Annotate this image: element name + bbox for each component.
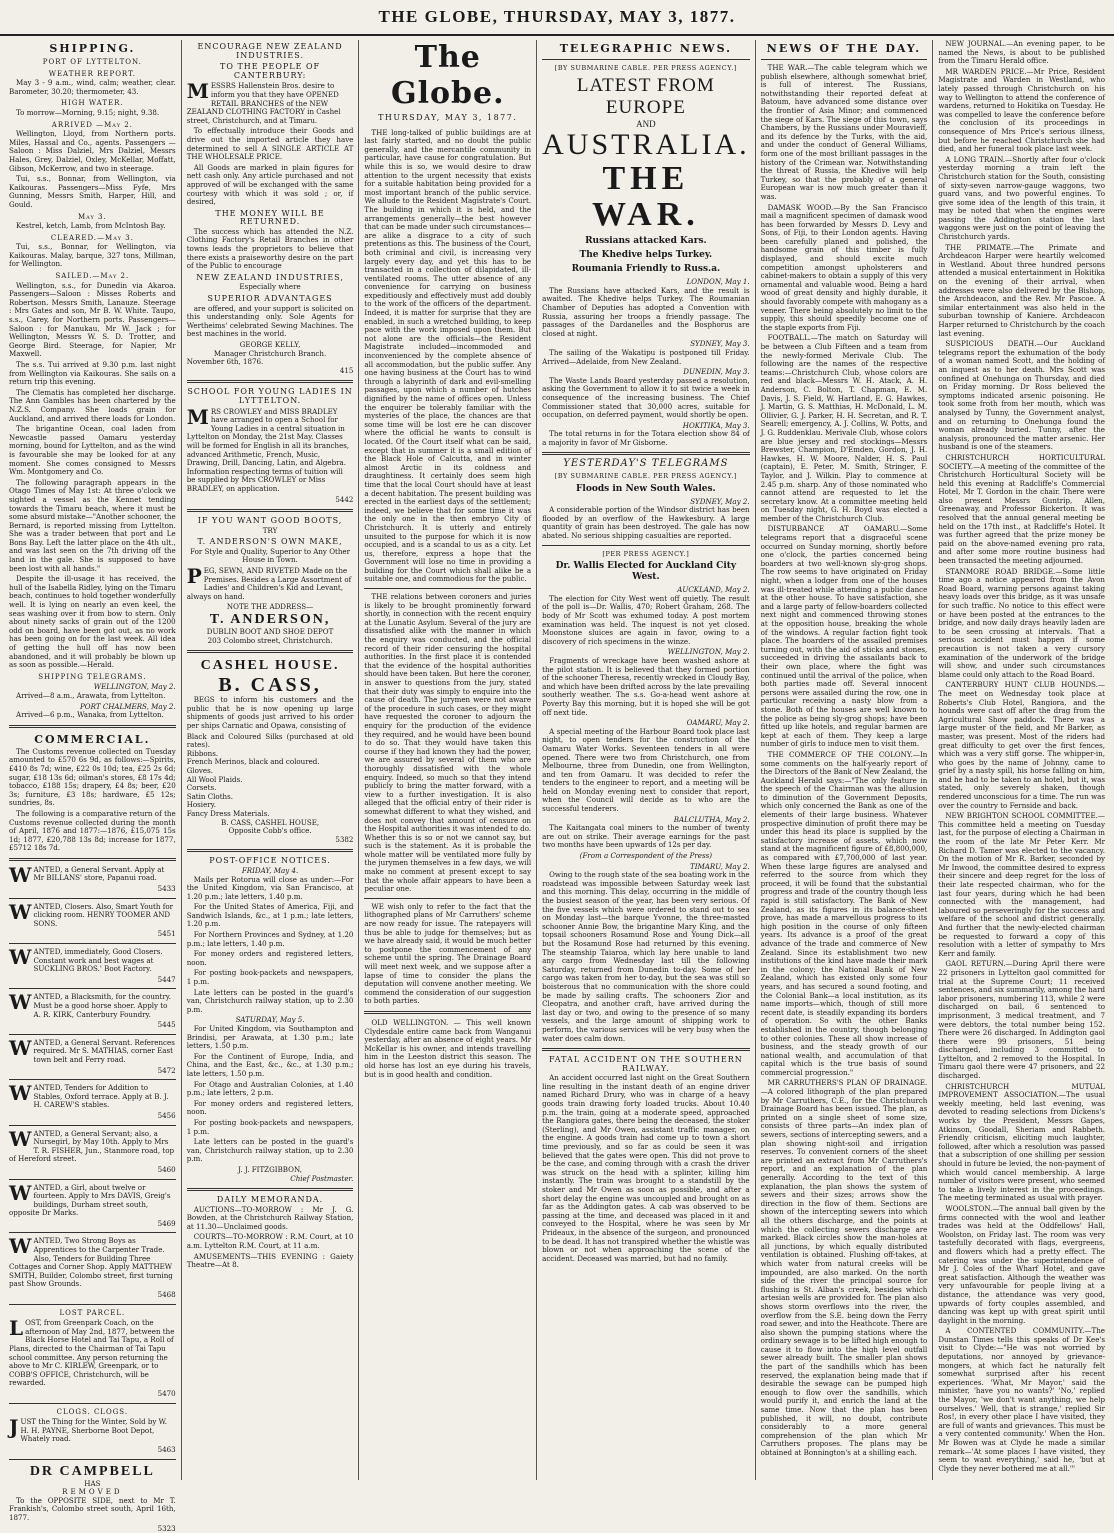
shipping-telegrams-heading: SHIPPING TELEGRAMS. <box>9 673 176 682</box>
kelly-date: November 6th, 1876. <box>187 358 354 367</box>
ad-number: 5472 <box>9 1067 176 1076</box>
telegram: The Waste Lands Board yesterday passed a resolution, asking the Government to allow it to sit twice a week in consequence of the increasing business. The Chief Commissioner stated that 30,000 acres, suitable for occupation, on deferred payment, would shortly be open. <box>542 377 750 420</box>
column-telegraphic <box>537 40 756 1480</box>
australia: AUSTRALIA. <box>542 129 750 161</box>
shipping-note: The brigantine Ocean, coal laden from Newcastle passed Oamaru yesterday morning, bound for Lyttelton, and as the wind is favourable she may be looked for at any moment. She comes consigned to Messrs Wm. Montgomery and Co. <box>9 425 176 477</box>
nz-industries: NEW ZEALAND INDUSTRIES, <box>187 274 354 283</box>
correspondent-line: (From a Correspondent of the Press) <box>542 852 750 861</box>
drop-cap: W <box>9 948 31 966</box>
ad-number: 5433 <box>9 885 176 894</box>
weather-heading: WEATHER REPORT. <box>9 70 176 79</box>
cass-item: All Wool Plaids. <box>187 776 354 785</box>
ad-number: 5470 <box>9 1390 176 1399</box>
ad-number: 5469 <box>9 1220 176 1229</box>
column-editorial <box>359 40 537 1480</box>
ad-text: ANTED, a General Servant. References required. Mr S. MATHIAS, corner East town belt and Ferry road. <box>33 1038 174 1064</box>
news-item: WOOLSTON.—The annual ball given by the firms connected with the wool and leather trades was held at the Oddfellows' Hall, Woolston, on Friday last. The room was very tastefully decorated with flags, evergreens, and flowers which had a pretty effect. The catering was under the superintendence of Mr J. Coles of the Wharf Hotel, and gave great satisfaction. Although the weather was very unfavourable for people living at a distance, the attendance was very good, upwards of forty couples assembled, and dancing was kept up with great spirit until daylight in the morning. <box>938 1205 1105 1325</box>
telegram: The Kaitangata coal miners to the number of twenty are out on strike. Their average earnings for the past two months have been upwards of 12s per day. <box>542 824 750 850</box>
dateline: WELLINGTON, May 2. <box>9 683 176 692</box>
editorial-paragraph: WE wish only to refer to the fact that the lithographed plans of Mr Carruthers' scheme are now ready for issue. The ratepayers will thus be able to judge for themselves; but as we have already said, it would be much better to postpone the commencement of any scheme until the spring. The Drainage Board will meet next week, and we suppose after a lapse of time to consider the plans the deputation will convene another meeting. We commend the consideration of our suggestion to both parties. <box>364 903 531 1006</box>
and: AND <box>542 120 750 129</box>
encourage-heading: ENCOURAGE NEW ZEALAND INDUSTRIES. <box>187 43 354 60</box>
anderson-sub: DUBLIN BOOT AND SHOE DEPOT <box>187 628 354 637</box>
school-ad: MRS CROWLEY and MISS BRADLEY have arranged to open a School for Young Ladies in a central situation in Lyttelton on Monday, the 21st May. Classes will be formed for English in all its branches, advanced Arithmetic, French, Music, Drawing, Drill, Dancing, Latin, and Algebra. Information respecting terms of tuition will be supplied by Mrs CROWLEY or Miss BRADLEY, on application. <box>187 408 354 494</box>
post-title: Chief Postmaster. <box>187 1175 354 1184</box>
telegraphic-heading: TELEGRAPHIC NEWS. <box>542 42 750 55</box>
arrived-heading: ARRIVED —May 2. <box>9 121 176 130</box>
campbell-text: To the OPPOSITE SIDE, next to Mr T. Frankish's, Colombo street south, April 16th, 1877. <box>9 1497 176 1523</box>
especially: Especially where <box>187 283 354 292</box>
ad-number: 5382 <box>187 836 354 845</box>
yesterdays-telegrams: YESTERDAY'S TELEGRAMS <box>542 460 750 469</box>
editorial-paragraph: OLD WELLINGTON. — This well known Clydesdale entire came back from Wanganui yesterday, after an absence of eight years. Mr McKellar is his owner, and intends travelling him in the Leeston district this season. The old horse has lost an eye during his travels, but is in good health and condition. <box>364 1019 531 1079</box>
telegram: The Russians have attacked Kars, and the result is awaited. The Khedive helps Turkey. The Roumanian Chamber of Deputies has adopted a Convention with Russia, assuring her troops a friendly passage. The passages of the Dardanelles and the Bosphorus are closed at night. <box>542 287 750 339</box>
clogs-heading: CLOGS. CLOGS. <box>9 1408 176 1417</box>
telegram: Owing to the rough state of the sea boating work in the roadstead was impossible between Saturday week last and this morning. This delay, occurring in the middle of the busiest season of the year, has been very serious. Of the five vessels which were ordered to stand out to sea on Monday last—the barque Yvonne, the three-masted schooner Annie Bow, the brigantine Mary King, and the topsail schooners Rosamund Rose and Young Dick—all but the Rosamund Rose had returned by this evening. The steamship Taiaroa, which lay here unable to land any cargo from Wednesday last till the following Saturday, returned from Dunedin to-day. Some of her cargo was taken from her to-day, but the sea was still so boisterous that no communication with the shore could be made by sailing crafts. The schooners Zior and Cleopatra, and another craft, have arrived during the last day or two, and owing to the presence of so many vessels, and the large amount of shipping work to perform, the various services will be very busy when the water does calm down. <box>542 871 750 1043</box>
post-sig: J. J. FITZGIBBON, <box>187 1166 354 1175</box>
ad-text: ANTED, a General Servant. Apply at Mr BILLANS' store, Papanui road. <box>33 865 164 883</box>
boots-heading: IF YOU WANT GOOD BOOTS, <box>187 517 354 526</box>
classified-ad <box>9 866 176 883</box>
post-notice: For posting book-packets and newspapers, 1 p.m. <box>187 1119 354 1136</box>
bracket-line: [BY SUBMARINE CABLE. PER PRESS AGENCY.] <box>542 64 750 73</box>
drop-cap: W <box>9 866 31 884</box>
news-item: MR CARRUTHERS'S PLAN OF DRAINAGE.—A colored lithograph of the plan prepared by Mr Carruthers, C.E., for the Christchurch Drainage Board has been issued. The plan, as printed on a single sheet of some size, consists of three parts—An index plan of sewers, sections of intercepting sewers, and a plan showing night-soil and irrigation reserves. To convenient corners of the sheet are printed an extract from Mr Carruthers's report, and an explanation of the plan generally. According to the text of this explanation, the plan shows the system of sewers and their sizes; arrows show the direction in the flow of them. Sections are shown of the intercepting sewers into which all the others discharge, and the points at which the collecting sewers discharge are marked. Black circles show the man-holes at all junctions, by which equally distributed ventilation is obtained. Flushing off-takes, at which water from natural creeks will be impounded, are also marked. On the north side of the river the principal source for flushing is St. Alban's creek, besides which artesian wells are provided for. The plan also shows storm overflows into the river, the overflow from the S.E. being down the Ferry road sewer, and into the Heathcote. There are also shown the pumping stations where the ordinary sewage is to be lifted high enough to cause it to flow into the high level outfall sewer already built. The smaller plan shows the part of the sandhills which has been reserved, the explanation being made that if desirable the sewage can be pumped high enough to flow over the sandhills, which would purify it, and enrich the land at the same time. Now that the plan has been published, it will, no doubt, contribute considerably to a more general comprehension of the plan which Mr Carruthers proposes. The plans may be obtained at Bonnington's at a shilling each. <box>761 1079 928 1457</box>
news-item: CANTERBURY HUNT CLUB HOUNDS.—The meet on Wednesday took place at Roberts's Club Hotel, Rangiora, and the hounds were cast off after the drag from the Agricultural Show paddock. There was a large muster of the field, and Mr Barker, as master, was present. Most of the riders had great difficulty to get over the first fences, which was a very stiff gorse. The whipper-in, who goes by the name of Johnny, came to grief by a nasty spill, his horse falling on him, and he had to be taken to an hotel, but it, was stated, only severely shaken, though rendered unconscious for a time. The run was over the country to Fernside and back. <box>938 681 1105 810</box>
drop-cap: W <box>9 1084 31 1102</box>
bracket-line: [BY SUBMARINE CABLE. PER PRESS AGENCY.] <box>542 472 750 481</box>
bracket-line: [PER PRESS AGENCY.] <box>542 550 750 559</box>
shipping-note: The following paragraph appears in the Otago Times of May 1st: At three o'clock we sighted a vessel as the Kennet tending towards the Timaru beach, where it must be some absurd mistake—"Another schooner, the Bernard, is reported missing from Lyttelton. She was a trader between that port and Le Bons Bay. Left the latter place on the 4th ult., and was last seen on the 7th driving off the land in the gale. She is supposed to have been lost with all hands." <box>9 479 176 574</box>
cleared-entry: Tui, s.s., Bonnar, for Wellington, via Kaikouras. Malay, barque, 327 tons, Millman, for Wellington. <box>9 243 176 269</box>
post-notice: For the United States of America, Fiji, and Sandwich Islands, &c., at 1 p.m.; late letters, 1.20 p.m. <box>187 903 354 929</box>
high-water: To morrow—Morning, 9.15; night, 9.38. <box>9 109 176 118</box>
dateline: SYDNEY, May 2. <box>542 498 750 507</box>
telegram: The total returns in for the Totara election show 84 of a majority in favor of Mr Gisborne. <box>542 430 750 447</box>
cass-item: Satin Cloths. <box>187 793 354 802</box>
campbell-name: DR CAMPBELL <box>9 1464 176 1480</box>
drop-cap: W <box>9 1039 31 1057</box>
subheading: Roumania Friendly to Russ.a. <box>542 264 750 275</box>
weather-report: May 3 - 9 a.m., wind, calm; weather, clear. Barometer, 30.20; thermometer, 43. <box>9 79 176 96</box>
editorial-paragraph: THE long-talked of public buildings are at last fairly started, and no doubt the public generally, and the mercantile community in particular, have cause for congratulation. But while this is so, we would desire to draw attention to the urgent necessity that exists for a suitable habitation being provided for a most important branch of the public service. We allude to the Resident Magistrate's Court. The building in which it is held, and the arrangements generally—the best however that can be made under such circumstances—are alike a disgrace to a city of such pretentions as this. The business of the Court, both criminal and civil, is increasing very largely every day, and yet this has to be transacted in a collection of dilapidated, ill-ventilated rooms. The utter absence of any convenience for carrying on business expeditiously and effectively must add doubly to the work of the officers of the department. Indeed, it is matter for surprise that they are enabled, in such a wretched building, to keep pace with the work imposed upon them. But not alone are the officials—the Resident Magistrate included—incommoded and inconvenienced by the complete absence of all accommodation, but the public suffer. Any one having business at the Court has to wind through a labyrinth of dark and evil-smelling passages, upon which a number of hutches dignified by the name of offices open. Unless the enquirer be tolerably familiar with the mysteries of the place, the chances are that some time will be lost ere he can discover where the official he wants to consult is located. Of the Court itself what can be said, except that in summer it is a small edition of the Black Hole of Calcutta, and in winter almost Arctic in its coldness and draughtiness. It certainly does seem high time that the local Court should have at least a decent habitation. The present building was erected in the earliest days of the settlement; indeed, we believe that for some time it was the only one in the then embryo City of Christchurch. It is utterly and entirely unsuited to the purpose for which it is now occupied, and is a scandal to us as a city. Let us, therefore, express a hope that the Government will lose no time in providing a building for the Court which shall alike be a suitable one, and commodious for the public. <box>364 129 531 584</box>
fatal-heading: FATAL ACCIDENT ON THE SOUTHERN RAILWAY. <box>542 1056 750 1073</box>
post-notice: For Otago and Australian Colonies, at 1.40 p.m.; late letters, 2 p.m. <box>187 1081 354 1098</box>
post-notice: For the Continent of Europe, India, and China, and the East, &c., &c., at 1.30 p.m.; late letters, 1.50 p.m. <box>187 1053 354 1079</box>
ad-text: ANTED, Two Strong Boys as Apprentices to the Carpenter Trade. Also, Tenders for Building Three Cottages and Corner Shop. Apply MATTHEW SMITH, Builder, Colombo street, first turning past Show Grounds. <box>9 1236 173 1288</box>
news-item: DISTURBANCE AT OAMARU.—Some telegrams report that a disgraceful scene occurred on Sunday morning, shortly before one o'clock, the parties concerned being boarders at two well-known sly-grog shops. The row seems to have originated on Friday night, when a lodger from one of the houses was ill-treated while attending a public dance at the other house. To have satisfaction, she and a large party of fellow-boarders collected next night and commenced throwing stones at the opposition house, breaking the whole of the windows. A regular faction fight took place. The boarders of the assailed premises turning out, with the aid of sticks and stones, succeeded in driving the assailants back to their own place, where the fight was continued until the arrival of the police, when both parties made off. Several innocent persons were assailed during the row, one in particular receiving a nasty blow from a stone. Both of the houses are well known to the police as being sly-grog shops; have been fitted up like hotels, and regular barmen are kept at each of them. They keep a large number of girls to induce men to visit them. <box>761 525 928 748</box>
cleared-heading: CLEARED.—May 3. <box>9 234 176 243</box>
saturday: SATURDAY, May 5. <box>187 1016 354 1025</box>
classified-ads <box>9 866 176 1305</box>
memo-entry: AMUSEMENTS—THIS EVENING : Gaiety Theatre—At 8. <box>187 1253 354 1270</box>
cass-item: French Merinos, black and coloured. <box>187 758 354 767</box>
column-news <box>756 40 934 1480</box>
hallenstein-ad: MESSRS Hallenstein Bros. desire to inform you that they have OPENED RETAIL BRANCHES of the NEW ZEALAND CLOTHING FACTORY in Cashel street, Christchurch, and at Timaru. <box>187 82 354 125</box>
classified-ad <box>9 1039 176 1065</box>
news-item: SUSPICIOUS DEATH.—Our Auckland telegrams report the exhumation of the body of a woman named Scott, and the holding of an inquest as to her death. Mrs Scott was confined at Onehunga on Thursday, and died on Friday morning. Dr Ross believed the symptoms indicated arsenic poisoning. He took some froth from her mouth, which was analysed by Tunny, the Government analyst, and on returning to Onehunga found the woman already buried. Tunny, after the analysis, pronounced the matter arsenic. Her husband is one of the steamers. <box>938 340 1105 452</box>
anderson-addr: 203 Colombo street, Christchurch. <box>187 637 354 646</box>
cass-item: Hosiery. <box>187 801 354 810</box>
dateline: DUNEDIN, May 3. <box>542 368 750 377</box>
subheading: The Khedive helps Turkey. <box>542 250 750 261</box>
dateline: BALCLUTHA, May 2. <box>542 816 750 825</box>
commercial-heading: COMMERCIAL. <box>9 733 176 746</box>
commercial-text: The Customs revenue collected on Tuesday amounted to £570 6s 9d, as follows:—Spirits, £410 8s 7d; wine, £22 0s 10d; tea, £25 2s 6d; sugar, £18 13s 6d; oilman's stores, £8 17s 4d; tobacco, £188 15s; drapery, £4 8s; beer, £20 3s; furniture, £3 18s; hardware, £5 12s; sundries, 8s. <box>9 748 176 808</box>
war-title <box>542 75 750 234</box>
editorial-paragraph: THE relations between coroners and juries is likely to be brought prominently forward shortly, in connection with the recent enquiry at the Lunatic Asylum. Several of the jury are dissatisfied alike with the manner in which the enquiry was conducted, and the official record of their rider censuring the hospital authorities. In the first place it is contended that the evidence of the hospital authorities should have been taken. But here the coroner, in answer to questions from the jury, stated that their duty was simply to enquire into the cause of death. The jurymen were not aware of the procedure in such cases, or they might have requested the coroner to adjourn the enquiry for the production of the evidence they required, and he would have been bound to do so. That they would have taken this course if they had known they had the power, we are assured by several of them who are thoroughly dissatisfied with the whole enquiry. Indeed, so much so that they intend publicly to bring the matter forward, with a view to a further investigation. It is also alleged that the official entry of their rider is somewhat different to what they wished, and does not convey that amount of censure on the Hospital authorities it was intended to do. Whether this is so or not we cannot say, but such is the statement. As it is probable the whole matter will be ventilated more fully by the jurymen themselves in a few days, we will make no comment at present except to say that the whole affair appears to have been a peculiar one. <box>364 593 531 894</box>
ad-text: ANTED, immediately, Good Closers. Constant work and best wages at SUCKLING BROS.' Boot Factory. <box>33 947 162 973</box>
sailed-entry: Wellington, s.s., for Dunedin via Akaroa. Passengers—Saloon : Misses Roberts and Robertson. Messrs Smith, Lanauze. Steerage : Mrs Gates and son, Mr B. W. White. Taupo, s.s., Carey, for Northern ports. Passengers—Saloon : for Manukau, Mr W. Jack ; for Wellington, Messrs W. S. D. Trotter, and George Bird. Steerage, for Napier, Mr Maxwell. <box>9 282 176 359</box>
shipping-note: The Clematis has completed her discharge. The Ann Gambles has been chartered by the N.Z.S. Company. She loads grain for Auckland, and arrived there loads for London. <box>9 389 176 423</box>
shipping-note: Despite the ill-usage it has received, the hull of the Isabella Ridley, lying on the Timaru beach, continues to hold together wonderfully well. It is lying on nearly an even keel, the seas washing over it from bow to stern. Only about ninety sacks of grain out of the 1200 odd on board, have been got out, as no work has been going on for the last week. All idea of getting the hull off has now been abandoned, and it will probably be blown up as soon as possible.—Herald. <box>9 575 176 670</box>
post-heading: POST-OFFICE NOTICES. <box>187 857 354 866</box>
latest-from-europe: LATEST FROM EUROPE <box>542 75 750 119</box>
ad-number: 5463 <box>9 1446 176 1455</box>
ad-text: All Goods are marked in plain figures for nett cash only. Any article purchased and not approved of will be exchanged with the same courtesy with which it was sold ; or, if desired, <box>187 164 354 207</box>
ad-number: 415 <box>187 367 354 376</box>
ad-number: 5460 <box>9 1166 176 1175</box>
campbell-has: HAS <box>9 1480 176 1489</box>
globe-logo: The Globe. <box>364 40 531 112</box>
telegram: Arrived—8 a.m., Arawata, from Lyttelton. <box>9 692 176 701</box>
drop-cap: W <box>9 993 31 1011</box>
superior: SUPERIOR ADVANTAGES <box>187 295 354 304</box>
column-news-continued <box>933 40 1110 1480</box>
post-notice: For Northern Provinces and Sydney, at 1.20 p.m.; late letters, 1.40 p.m. <box>187 931 354 948</box>
drop-cap: W <box>9 903 31 921</box>
classified-ad <box>9 1237 176 1289</box>
to-people: TO THE PEOPLE OF CANTERBURY: <box>187 63 354 80</box>
anderson-name: T. ANDERSON, <box>187 612 354 628</box>
pegged-ad: PEG, SEWN, AND RIVETED Made on the Premises. Besides a Large Assortment of Ladies' and Children's Kid and Levant, always on hand. <box>187 567 354 601</box>
post-notice: Late letters can be posted in the guard's van, Christchurch railway station, up to 2.30 p.m. <box>187 989 354 1015</box>
classified-ad <box>9 1084 176 1110</box>
memo-entry: COURTS—TO-MORROW : R.M. Court, at 10 a.m. Lyttelton R.M. Court, at 11 a.m. <box>187 1233 354 1250</box>
commercial-text: The following is a comparative return of the Customs revenue collected during the month of April, 1876 and 1877:—1876, £15,075 15s 1d; 1877, £20,788 13s 8d; increase for 1877, £5712 18s 7d. <box>9 810 176 853</box>
cass-item: Black and Coloured Silks (purchased at old rates). <box>187 733 354 750</box>
news-item: GAOL RETURN.—During April there were 22 prisoners in Lyttelton gaol committed for trial at the Supreme Court; 11 received sentences, and six summarily, among the hard labor prisoners, numbering 113, while 2 were discharged on bail, 6 sentenced to imprisonment, 3 medical treatment, and 7 were debtors, the total number being 152. There were 26 discharged. In Addington gaol there were 99 prisoners, 51 being discharged, including 3 committed to Lyttelton, and 2 removed to the Hospital. In Timaru gaol there were 47 prisoners, and 22 discharged. <box>938 960 1105 1080</box>
shipping-note: The s.s. Tui arrived at 9.30 p.m. last night from Wellington via Kaikouras. She sails on a return trip this evening. <box>9 361 176 387</box>
telegram: The sailing of the Wakatipu is postponed till Friday. Arrived—Adelaide, from New Zealand. <box>542 349 750 366</box>
cass-item: Gloves. <box>187 767 354 776</box>
campbell-removed: REMOVED <box>9 1488 176 1497</box>
arrived-entry: Kestrel, ketch, Lamb, from McIntosh Bay. <box>9 222 176 231</box>
classified-ad: JUST the Thing for the Winter, Sold by W. H. H. PAYNE, Sherborne Boot Depot, Whately road. <box>9 1418 176 1444</box>
drop-cap: W <box>9 1184 31 1202</box>
news-item: MR WARDEN PRICE.—Mr Price, Resident Magistrate and Warden in Westland, who lately passed through Christchurch on his way to Wellington to attend the conference of wardens, returned to Hokitika on Tuesday. He was compelled to leave the conference before the conclusion of its proceedings in consequence of Mrs Price's serious illness, but before he reached Christchurch she had died, and her funeral took place last week. <box>938 68 1105 154</box>
column-advertisements <box>182 40 360 1480</box>
cass-name: B. CASS, <box>187 674 354 696</box>
subheading: Dr. Wallis Elected for Auckland City West. <box>542 561 750 583</box>
dateline: PORT CHALMERS, May 2. <box>9 703 176 712</box>
ad-number: 5451 <box>9 930 176 939</box>
ad-text: ANTED, a Blacksmith, for the country. Must be a good horse shoer. Apply to A. R. KIRK, Canterbury Foundry. <box>33 992 171 1018</box>
memo-heading: DAILY MEMORANDA. <box>187 1196 354 1205</box>
cass-item: Fancy Dress Materials. <box>187 810 354 819</box>
news-item: CHRISTCHURCH MUTUAL IMPROVEMENT ASSOCIATION.—The usual weekly meeting, held last evening, was devoted to reading selections from Dickens's works by the President, Messrs Gapes, Atkinson, Goodall, Sheriam and Rabbeth. Friendly criticism, eliciting much laughter, followed, after which a resolution was passed that a subscription of one shilling per session should in future be levied, the non-payment of which would cancel membership. A large number of visitors were present, who seemed to take a lively interest in the proceedings. The meeting terminated as usual with prayer. <box>938 1083 1105 1203</box>
shipping-heading: SHIPPING. <box>9 42 176 55</box>
ad-number: 5323 <box>9 1525 176 1533</box>
cass-item: Ribbons. <box>187 750 354 759</box>
telegram: Arrived—6 p.m., Wanaka, from Lyttelton. <box>9 711 176 720</box>
ad-text: ANTED, Closers. Also, Smart Youth for clicking room. HENRY TOOMER AND SONS. <box>33 902 173 928</box>
ad-number: 5447 <box>9 976 176 985</box>
ad-number: 5468 <box>9 1291 176 1300</box>
telegram: A considerable portion of the Windsor district has been flooded by an overflow of the Hawkesbury. A large quantity of grain has been destroyed. The gale has now abated. No serious shipping casualties are reported. <box>542 506 750 540</box>
news-item: STANMORE ROAD BRIDGE.—Some little time ago a notice appeared from the Avon Road Board, warning persons against taking heavy loads over this bridge, as it was unsafe for such traffic. No notice to this effect were or have been posted at the entrances to the bridge, and now daily drays heavily laden are to be seen crossing at intervals. That a serious accident must happen if some precaution is not taken a very cursory examination of the underwork of the bridge will show, and under such circumstances blame could only attach to the Road Board. <box>938 568 1105 680</box>
post-notice: For United Kingdom, via Southampton and Brindisi, per Arawata, at 1.30 p.m.; late letters, 1.50 p.m. <box>187 1025 354 1051</box>
telegram: Fragments of wreckage have been washed ashore at the pilot station. It is believed that they formed portion of the schooner Theresa, recently wrecked in Cloudy Bay, and which have been drifted across by the late prevailing southerly weather. The s.s. Go-a-head went ashore at Poverty Bay this morning, but it is hoped she will be got off next tide. <box>542 657 750 717</box>
boots-try: TRY <box>187 527 354 536</box>
sailed-heading: SAILED.—May 2. <box>9 272 176 281</box>
port-heading: PORT OF LYTTELTON. <box>9 58 176 67</box>
money-heading: THE MONEY WILL BE RETURNED. <box>187 210 354 227</box>
lost-heading: LOST PARCEL. <box>9 1309 176 1318</box>
boots-for: For Style and Quality, Superior to Any Other House in Town. <box>187 548 354 565</box>
kelly-title: Manager Christchurch Branch. <box>187 350 354 359</box>
news-heading: NEWS OF THE DAY. <box>761 42 928 55</box>
ad-text: To effectually introduce their Goods and drive out the imported article they have determined to sell A SINGLE ARTICLE AT THE WHOLESALE PRICE. <box>187 127 354 161</box>
classified-ad <box>9 993 176 1019</box>
post-notice: For posting book-packets and newspapers, 1 p.m. <box>187 969 354 986</box>
ad-number: 5445 <box>9 1021 176 1030</box>
note-address: NOTE THE ADDRESS— <box>187 603 354 612</box>
post-notice: Late letters can be posted in the guard's van, Christchurch railway station, up to 2.30 p.m. <box>187 1138 354 1164</box>
dateline: OAMARU, May 2. <box>542 719 750 728</box>
dateline: HOKITIKA, May 3. <box>542 422 750 431</box>
telegram: The election for City West went off quietly. The result of the poll is—Dr. Wallis, 470; Robert Graham, 268. The body of Mr Scott was exhumed today. A post mortem examination was held. The inquest is not yet closed. Moonstone sluices are again in favor, owing to a discovery of rich specimens in the winze. <box>542 595 750 647</box>
drop-cap: W <box>9 1130 31 1148</box>
cass-item: Corsets. <box>187 784 354 793</box>
classified-ad: LOST, from Greenpark Coach, on the afternoon of May 2nd, 1877, between the Black Horse Hotel and Tai Tapu, a Roll of Plans, directed to the Chairman of Tai Tapu school committee. Any person returning the above to Mr C. KIRLEW, Greenpark, or to COBB'S OFFICE, Christchurch, will be rewarded. <box>9 1319 176 1388</box>
classified-ad <box>9 1184 176 1218</box>
arrived-entry: Tui, s.s., Bonnar, from Wellington, via Kaikouras. Passengers—Miss Fyfe, Mrs Gunning, Messrs Smith, Harper, Hill, and Gould. <box>9 175 176 209</box>
news-item: FOOTBALL.—The match on Saturday will be between a Club Fifteen and a team from the newly-formed Merivale Club. The following are the names of the respective teams:—Christchurch Club, whose colors are red and black—Messrs W. H. Atack, A. H. Anderson, C. Bolton, T. Chapman, E. M. Davis, J. S. Field, W. Hartland, E. G. Hawkes, J. Martin, G. S. Matthias, H. McDonald, L. M. Ollivier, G. J. Parker, H. H. Secretan, and R. T. Searell; emergency, A. J. Collins, W. Potts, and J. G. Ruddenklau. Merivale Club, whose colors are blue jersey and red stockings—Messrs Brewster, Champion, D'Emden, Gordon, J. H. Hawkes, H. W. Moore, Nalder, H. S. Paul (captain), E. Peter, M. Smith, Stringer, F. Taylor, and J. Wilkin. Play to commence at 2.45 p.m. sharp. Any of those nominated who cannot attend are requested to let the secretary know. At a committee meeting held on Tuesday night, G. H. Boyd was elected a member of the Christchurch Club. <box>761 334 928 523</box>
dateline: WELLINGTON, May 2. <box>542 648 750 657</box>
cass-text: BEGS to inform his customers and the public that he is now opening up large shipments of goods just arrived to his order per ships Carnatic and Opawa, consisting of <box>187 696 354 730</box>
dateline: TIMARU, May 2. <box>542 863 750 872</box>
classified-ad <box>9 903 176 929</box>
news-item: A LONG TRAIN.—Shortly after four o'clock yesterday morning a train left the Christchurch station for the South, consisting of sixty-seven narrow-gauge waggons, two guard vans, and two powerful engines. To give some idea of the length of this train, it may be noted that when the engines were passing the Addington station the last waggons were just on the point of leaving the Christchurch yards. <box>938 156 1105 242</box>
cass-sig: B. CASS, CASHEL HOUSE, <box>187 819 354 828</box>
ad-text: ANTED, a General Servant; also, a Nursegirl, by May 10th. Apply to Mrs T. R. FISHER, Jun., Stanmore road, top of Hereford street. <box>9 1129 174 1164</box>
ad-number: 5456 <box>9 1112 176 1121</box>
high-water-heading: HIGH WATER. <box>9 99 176 108</box>
ad-text: ANTED, a Girl, about twelve or fourteen. Apply to Mrs DAVIS, Greig's buildings, Durham street south, opposite Dr Marks. <box>9 1183 170 1218</box>
ad-text: are offered, and your support is solicited on this understanding only. Sole Agents for Wertheims' celebrated Sewing Machines. The best machines in the world. <box>187 305 354 339</box>
masthead: THE GLOBE, THURSDAY, MAY 3, 1877. <box>0 0 1114 36</box>
the-war: THE WAR. <box>542 161 750 233</box>
ad-text: The success which has attended the N.Z. Clothing Factory's Retail Branches in other towns leads the proprietors to believe that there exists a praiseworthy desire on the part of the Public to encourage <box>187 228 354 271</box>
dateline: SYDNEY, May 3. <box>542 340 750 349</box>
news-item: A CONTENTED COMMUNITY.—The Dunstan Times tells this speaks of Dr Kee's visit to Clyde:—"He was not worried by deputations, nor annoyed by grievance-mongers, at which fact he naturally felt somewhat surprised after his recent experiences. 'What, Mr Mayor,' said the minister, 'have you no wants?' 'No,' replied the Mayor, 'we don't want anything, we help ourselves.' Well, that is strange,' replied Sir Ros!, in every other place I have visited, they are full of wants and grievances. This must be a very contented community.' When the Hon. Mr Bowen was at Clyde he made a similar remark—'At some places I have visited, they seem to want everything,' said he, 'but at Clyde they never bothered me at all.'" <box>938 1327 1105 1473</box>
news-item: THE PRIMATE.—The Primate and Archdeacon Harper were heartily welcomed in Westland. About three hundred persons attended a musical entertainment in Hokitika on the evening of their arrival, when addresses were also delivered by the Bishop, the Archdeacon, and the Rev. Mr Pascoe. A similar entertainment was also held in the suburban township of Kaniere. Archdeacon Harper returned to Christchurch by the coach last evening. <box>938 244 1105 339</box>
post-notice: Mails per Rotorua will close as under:—For the United Kingdom, via San Francisco, at 1.20 p.m.; late letters, 1.40 p.m. <box>187 876 354 902</box>
telegram: A special meeting of the Harbour Board took place last night, to open tenders for the construction of the Oamaru Water Works. Seventeen tenders in all were opened. There were two from Christchurch, one from Melbourne, three from Dunedin, one from Wellington, and ten from Oamaru. It was decided to refer the tenders to the engineer to report, and a meeting will be held on Monday evening next to consider that report, when the Council will decide as to who are the successful tenderers. <box>542 728 750 814</box>
school-heading: SCHOOL FOR YOUNG LADIES IN LYTTELTON. <box>187 388 354 405</box>
arrived-entry: Wellington, Lloyd, from Northern ports. Miles, Hassal and Co., agents. Passengers —Saloon : Miss Dalziel, Mrs Dalziel, Messrs Hales, Grey, Dalziel, Oxley, McKellar, Moffatt, Gibson, McKerrow, and two in steerage. <box>9 130 176 173</box>
news-item: CHRISTCHURCH HORTICULTURAL SOCIETY.—A meeting of the committee of the Christchurch Horticultural Society will be held this evening at Radcliffe's Commercial Hotel, Mr T. Gordon in the chair. There were also present Messrs Guntrip, Allen, Greenaway, and Professor Bickerton. It was resolved that the annual general meeting be held on the 17th inst., at Radcliffe's Hotel. It was further agreed that the prize money be paid on the above-named evening pro rata, and after some more routine business had been transacted the meeting adjourned. <box>938 454 1105 566</box>
classified-ad <box>9 948 176 974</box>
memo-entry: AUCTIONS—TO-MORROW : Mr J. G. Bowden, at the Christchurch Railway Station, at 11.30—Unclaimed goods. <box>187 1206 354 1232</box>
news-item: NEW JOURNAL.—An evening paper, to be named the News, is about to be published from the Timaru Herald office. <box>938 40 1105 66</box>
dateline: LONDON, May 1. <box>542 278 750 287</box>
editorial-date: THURSDAY, MAY 3, 1877. <box>364 114 531 123</box>
column-shipping <box>4 40 182 1480</box>
friday: FRIDAY, May 4. <box>187 867 354 876</box>
boots-own: T. ANDERSON'S OWN MAKE, <box>187 538 354 547</box>
dateline: AUCKLAND, May 2. <box>542 586 750 595</box>
ad-number: 5442 <box>187 496 354 505</box>
post-notice: For money orders and registered letters, noon. <box>187 1100 354 1117</box>
subheading: Floods in New South Wales. <box>542 484 750 495</box>
cass-items <box>187 733 354 819</box>
may3-heading: May 3. <box>9 213 176 222</box>
cashel-house: CASHEL HOUSE. <box>187 658 354 674</box>
cass-opp: Opposite Cobb's office. <box>187 827 354 836</box>
ad-text: ANTED, Tenders for Addition to Stables, Oxford terrace. Apply at B. J. H. CAREW'S stables. <box>33 1083 168 1109</box>
news-item: THE COMMERCE OF THE COLONY.—In some comments on the half-yearly report of the Directors of the Bank of New Zealand, the Auckland Herald says:—"The only feature in the speech of the Chairman was the allusion to diminution of the Government Deposits, which only concerned the Bank as one of the elements of their large business. Whatever prospective diminution of profit there may be under this head its place is supplied by the satisfactory increase of assets, which now stand at the magnificent figure of £8,800,000, as compared with £7,700,000 of last year. When these large figures are analysed and referred to the source from which they proceed, it will be found that the substantial progress and trade of the country though less rapid is still satisfactory. The Bank of New Zealand, as its figures in its balance-sheet prove, has made a marvellous progress to its high position in the course of only fifteen years. Its advance is a proof of the great advance of the trade and commerce of New Zealand. Since its establishment two new institutions of the kind have made their mark in the colony; the National Bank of New Zealand, which has existed only some four years, and has secured a sound footing, and the Colonial Bank—a local institution, as its name imports—which, though of still more recent date, is steadily expanding its borders of operation. So with the other Banks established in the country, though belonging to other colonies. These all show increase of business, and the steady growth of our national wealth, and accumulation of that capital which is the true basis of sound commercial progression." <box>761 751 928 1078</box>
article-text: An accident occurred last night on the Great Southern line resulting in the instant death of an engine driver named Richard Drury, who was in charge of a heavy goods train drawing forty loaded trucks. About 10.40 p.m. the train, going at a moderate speed, approached the Rangiora gates, there being the deceased, the stoker (Sterling), and Mr Owen, assistant traffic manager, on the engine. A goods train had come up to town a short time previously, and so far as could be seen it was believed that the gates were open. This did not prove to be the case, and coming through with a crash the driver was struck on the head with a splinter, killing him instantly. The train was brought to a standstill by the stoker and Mr Owen as soon as possible, and after a short delay the engine was uncoupled and brought on as far as the Addington gates. A cab was observed to be passing at the time, and deceased was placed in it and conveyed to the Hospital, where he was seen by Mr Prideaux, in the absence of the surgeon, and pronounced to be dead. It has not transpired whether the whistle was blown or not when approaching the scene of the accident. Deceased was married, but had no family. <box>542 1074 750 1263</box>
subheading: Russians attacked Kars. <box>542 236 750 247</box>
drop-cap: W <box>9 1237 31 1255</box>
post-notice: For money orders and registered letters, noon. <box>187 950 354 967</box>
classified-ad <box>9 1130 176 1164</box>
kelly-name: GEORGE KELLY, <box>187 341 354 350</box>
news-item: NEW BRIGHTON SCHOOL COMMITTEE.—This committee held a meeting on Tuesday last, for the purpose of electing a Chairman in the room of the late Mr Peter Kerr. Mr Richard D. Tamer was elected to the vacancy. On the motion of Mr R. Barker, seconded by Mr Inwood, the committee desired to express their sincere and deep regret for the loss of their late respected chairman, who for the last four years, during which he had been connected with the management, had laboured so perseveringly for the success and welfare of the school and district generally. And further that the newly-elected chairman be requested to forward a copy of this resolution with a letter of sympathy to Mrs Kerr and family. <box>938 812 1105 958</box>
news-item: DAMASK WOOD.—By the San Francisco mail a magnificent specimen of damask wood has been forwarded by Messrs D. Levy and Sons, of Fiji, to their London agents. Having been carefully planed and polished, the handsome grain of this timber is fully displayed, and should excite much competition amongst upholsterers and cabinet-makers to obtain a supply of this very ornamental and valuable wood. Being a hard wood of great density and highly durable, it should favorably compete with mahogany as a veneer. There being absolutely no limit to the supply, this should speedily become one of the staple exports from Fiji. <box>761 204 928 333</box>
news-item: THE WAR.—The cable telegram which we publish elsewhere, although somewhat brief, is full of interest. The Russians, notwithstanding their reported defeat at Batoum, have advanced some distance over the frontier of Asia Minor; and commenced the siege of Kars. The siege of this town, says Chambers, by the Russians under Mouravieff, and its defence by the Turks, with the aid, and under the conduct of General Williams, form one of the most brilliant passages in the history of the Crimean war. Notwithstanding the threat of Russia, the Khedive will help Turkey, so that the probably of a general European war is now much greater than it was. <box>761 64 928 202</box>
